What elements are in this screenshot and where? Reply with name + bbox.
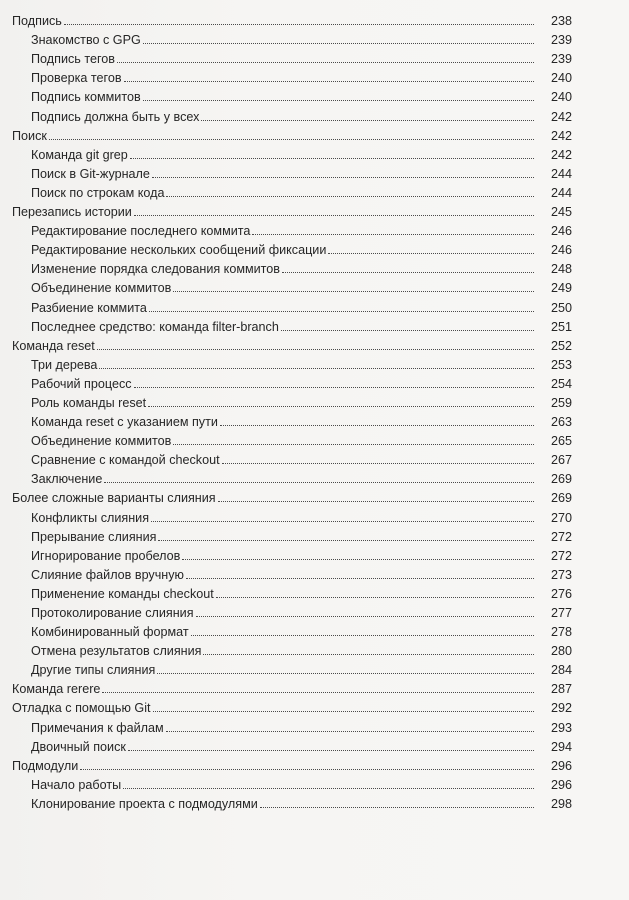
toc-entry-title: Команда reset xyxy=(12,338,95,353)
toc-entry-title: Роль команды reset xyxy=(31,395,147,410)
toc-section-entry xyxy=(0,9,629,28)
toc-entry-title: Редактирование последнего коммита xyxy=(31,224,251,239)
toc-entry-page-number: 263 xyxy=(550,415,572,430)
toc-entry-title: Начало работы xyxy=(31,777,122,792)
toc-entry-title: Разбиение коммита xyxy=(31,300,147,315)
dot-leader xyxy=(130,158,534,159)
toc-entry-title: Игнорирование пробелов xyxy=(31,548,181,563)
toc-subsection-entry xyxy=(0,28,629,47)
dot-leader xyxy=(149,311,534,312)
dot-leader xyxy=(148,406,534,407)
toc-entry-page-number: 269 xyxy=(550,472,572,487)
toc-entry-page-number: 269 xyxy=(550,491,572,506)
toc-entry-title: Отмена результатов слияния xyxy=(31,644,202,659)
toc-entry-title: Команда rerere xyxy=(12,682,101,697)
dot-leader xyxy=(220,425,534,426)
toc-subsection-entry xyxy=(0,505,629,524)
dot-leader xyxy=(134,215,534,216)
toc-entry-title: Подпись тегов xyxy=(31,52,115,67)
toc-subsection-entry xyxy=(0,410,629,429)
toc-entry-page-number: 238 xyxy=(550,14,572,29)
toc-subsection-entry xyxy=(0,544,629,563)
dot-leader xyxy=(328,253,534,254)
toc-subsection-entry xyxy=(0,601,629,620)
toc-subsection-entry xyxy=(0,276,629,295)
toc-entry-title: Применение команды checkout xyxy=(31,586,214,601)
toc-entry-page-number: 259 xyxy=(550,395,572,410)
toc-entry-page-number: 250 xyxy=(550,300,572,315)
toc-entry-page-number: 272 xyxy=(550,529,572,544)
toc-entry-page-number: 242 xyxy=(550,147,572,162)
toc-subsection-entry xyxy=(0,582,629,601)
toc-section-entry xyxy=(0,754,629,773)
toc-entry-title: Проверка тегов xyxy=(31,71,122,86)
toc-subsection-entry xyxy=(0,735,629,754)
toc-entry-title: Комбинированный формат xyxy=(31,625,189,640)
dot-leader xyxy=(153,711,534,712)
dot-leader xyxy=(196,616,534,617)
toc-subsection-entry xyxy=(0,181,629,200)
toc-entry-title: Рабочий процесс xyxy=(31,376,132,391)
dot-leader xyxy=(123,788,534,789)
toc-entry-page-number: 246 xyxy=(550,243,572,258)
toc-subsection-entry xyxy=(0,391,629,410)
toc-subsection-entry xyxy=(0,467,629,486)
dot-leader xyxy=(134,387,534,388)
dot-leader xyxy=(49,139,534,140)
toc-entry-page-number: 252 xyxy=(550,338,572,353)
toc-entry-title: Команда git grep xyxy=(31,147,128,162)
toc-section-entry xyxy=(0,334,629,353)
toc-entry-page-number: 254 xyxy=(550,376,572,391)
dot-leader xyxy=(97,349,534,350)
toc-entry-title: Последнее средство: команда filter-branch xyxy=(31,319,279,334)
toc-subsection-entry xyxy=(0,620,629,639)
toc-entry-page-number: 246 xyxy=(550,224,572,239)
toc-entry-title: Отладка с помощью Git xyxy=(12,701,151,716)
dot-leader xyxy=(173,444,534,445)
dot-leader xyxy=(117,62,534,63)
dot-leader xyxy=(186,578,534,579)
toc-entry-title: Примечания к файлам xyxy=(31,720,164,735)
toc-section-entry xyxy=(0,200,629,219)
dot-leader xyxy=(282,272,534,273)
toc-subsection-entry xyxy=(0,658,629,677)
toc-entry-page-number: 270 xyxy=(550,510,572,525)
toc-entry-page-number: 239 xyxy=(550,33,572,48)
toc-entry-page-number: 244 xyxy=(550,185,572,200)
toc-entry-page-number: 242 xyxy=(550,109,572,124)
dot-leader xyxy=(203,654,534,655)
toc-section-entry xyxy=(0,486,629,505)
toc-subsection-entry xyxy=(0,66,629,85)
toc-section-entry xyxy=(0,677,629,696)
toc-entry-page-number: 240 xyxy=(550,71,572,86)
toc-entry-page-number: 296 xyxy=(550,777,572,792)
toc-entry-title: Протоколирование слияния xyxy=(31,606,194,620)
toc-subsection-entry xyxy=(0,448,629,467)
dot-leader xyxy=(201,120,534,121)
toc-entry-page-number: 292 xyxy=(550,701,572,716)
toc-entry-title: Клонирование проекта с подмодулями xyxy=(31,796,258,811)
toc-entry-page-number: 277 xyxy=(550,606,572,620)
toc-subsection-entry xyxy=(0,715,629,734)
dot-leader xyxy=(260,807,534,808)
dot-leader xyxy=(102,692,534,693)
dot-leader xyxy=(104,482,534,483)
dot-leader xyxy=(157,673,534,674)
toc-subsection-entry xyxy=(0,315,629,334)
toc-subsection-entry xyxy=(0,429,629,448)
dot-leader xyxy=(143,100,534,101)
toc-entry-title: Подпись xyxy=(12,14,62,29)
toc-subsection-entry xyxy=(0,85,629,104)
toc-entry-title: Объединение коммитов xyxy=(31,434,172,449)
toc-subsection-entry xyxy=(0,104,629,123)
toc-subsection-entry xyxy=(0,162,629,181)
toc-entry-page-number: 248 xyxy=(550,262,572,277)
toc-entry-page-number: 276 xyxy=(550,586,572,601)
toc-entry-page-number: 240 xyxy=(550,90,572,105)
toc-subsection-entry xyxy=(0,525,629,544)
toc-entry-title: Изменение порядка следования коммитов xyxy=(31,262,280,277)
dot-leader xyxy=(173,291,534,292)
toc-subsection-entry xyxy=(0,563,629,582)
dot-leader xyxy=(80,769,534,770)
toc-entry-page-number: 239 xyxy=(550,52,572,67)
toc-entry-title: Поиск по строкам кода xyxy=(31,185,165,200)
dot-leader xyxy=(252,234,534,235)
toc-entry-page-number: 249 xyxy=(550,281,572,296)
toc-entry-title: Заключение xyxy=(31,472,103,487)
dot-leader xyxy=(191,635,534,636)
toc-entry-page-number: 242 xyxy=(550,128,572,143)
toc-subsection-entry xyxy=(0,639,629,658)
toc-entry-title: Команда reset с указанием пути xyxy=(31,415,218,430)
toc-entry-title: Сравнение с командой checkout xyxy=(31,453,220,468)
toc-subsection-entry xyxy=(0,353,629,372)
dot-leader xyxy=(182,559,534,560)
toc-entry-page-number: 280 xyxy=(550,644,572,659)
toc-entry-title: Знакомство с GPG xyxy=(31,33,141,48)
dot-leader xyxy=(64,24,534,25)
toc-subsection-entry xyxy=(0,773,629,792)
toc-section-entry xyxy=(0,696,629,715)
toc-entry-title: Три дерева xyxy=(31,357,98,372)
toc-subsection-entry xyxy=(0,792,629,811)
toc-entry-page-number: 293 xyxy=(550,720,572,735)
toc-entry-page-number: 287 xyxy=(550,682,572,697)
toc-entry-page-number: 273 xyxy=(550,567,572,582)
toc-entry-title: Перезапись истории xyxy=(12,205,132,220)
toc-entry-title: Подпись коммитов xyxy=(31,90,141,105)
toc-section-entry xyxy=(0,124,629,143)
toc-subsection-entry xyxy=(0,372,629,391)
dot-leader xyxy=(128,750,534,751)
dot-leader xyxy=(166,731,534,732)
toc-entry-page-number: 251 xyxy=(550,319,572,334)
toc-entry-page-number: 265 xyxy=(550,434,572,449)
toc-entry-title: Поиск xyxy=(12,128,47,143)
toc-entry-title: Другие типы слияния xyxy=(31,663,156,678)
toc-entry-page-number: 244 xyxy=(550,166,572,181)
toc-subsection-entry xyxy=(0,143,629,162)
toc-entry-title: Прерывание слияния xyxy=(31,529,157,544)
dot-leader xyxy=(222,463,534,464)
dot-leader xyxy=(151,521,534,522)
dot-leader xyxy=(216,597,534,598)
toc-entry-page-number: 278 xyxy=(550,625,572,640)
dot-leader xyxy=(281,330,534,331)
toc-entry-title: Объединение коммитов xyxy=(31,281,172,296)
toc-entry-title: Подпись должна быть у всех xyxy=(31,109,200,124)
dot-leader xyxy=(143,43,534,44)
dot-leader xyxy=(124,81,534,82)
toc-entry-page-number: 294 xyxy=(550,739,572,754)
toc-subsection-entry xyxy=(0,238,629,257)
toc-entry-title: Редактирование нескольких сообщений фиксации xyxy=(31,243,327,258)
toc-entry-page-number: 245 xyxy=(550,205,572,220)
dot-leader xyxy=(158,540,534,541)
dot-leader xyxy=(99,368,534,369)
toc-subsection-entry xyxy=(0,219,629,238)
dot-leader xyxy=(218,501,534,502)
dot-leader xyxy=(152,177,534,178)
table-of-contents xyxy=(0,9,629,811)
toc-entry-title: Слияние файлов вручную xyxy=(31,567,184,582)
dot-leader xyxy=(166,196,534,197)
toc-entry-title: Подмодули xyxy=(12,758,79,773)
toc-entry-page-number: 284 xyxy=(550,663,572,678)
toc-entry-page-number: 267 xyxy=(550,453,572,468)
toc-subsection-entry xyxy=(0,295,629,314)
toc-subsection-entry xyxy=(0,47,629,66)
toc-subsection-entry xyxy=(0,257,629,276)
toc-entry-page-number: 296 xyxy=(550,758,572,773)
toc-entry-page-number: 298 xyxy=(550,796,572,811)
toc-entry-title: Конфликты слияния xyxy=(31,510,150,525)
toc-entry-page-number: 253 xyxy=(550,357,572,372)
toc-entry-title: Двоичный поиск xyxy=(31,739,126,754)
toc-entry-title: Более сложные варианты слияния xyxy=(12,491,216,506)
toc-entry-title: Поиск в Git-журнале xyxy=(31,166,150,181)
toc-entry-page-number: 272 xyxy=(550,548,572,563)
